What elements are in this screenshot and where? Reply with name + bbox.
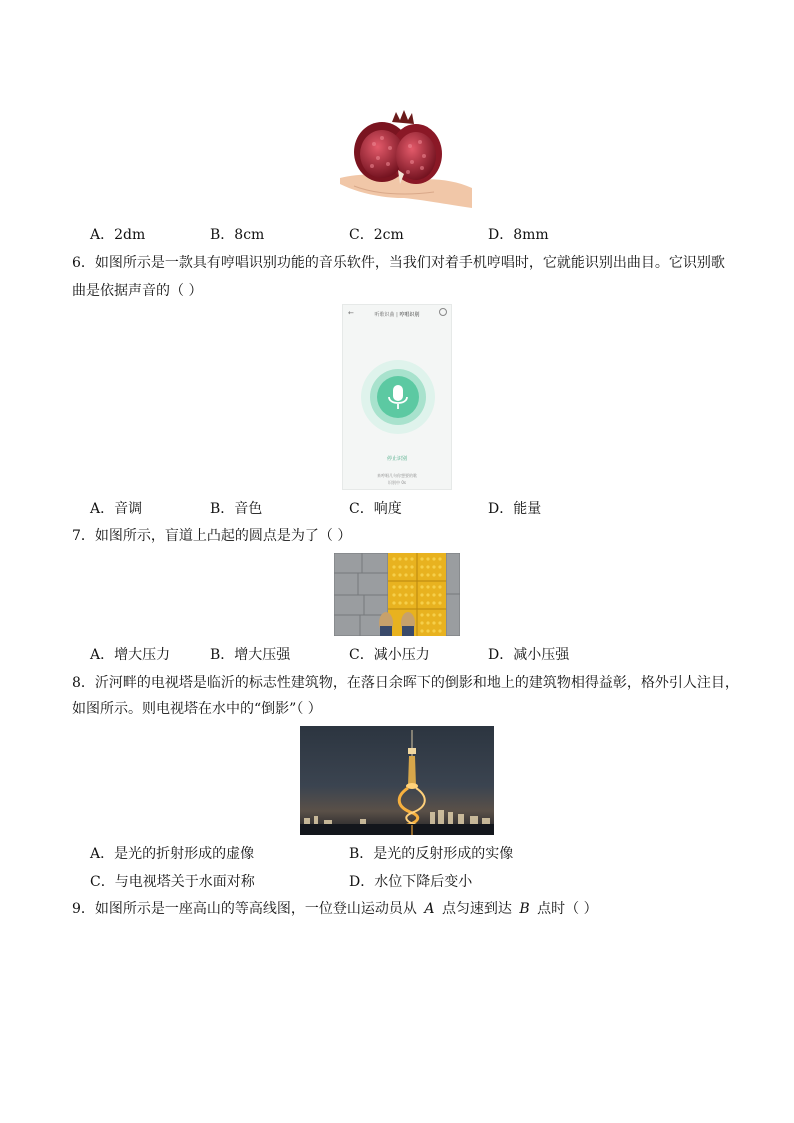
option-a: A．是光的折射形成的虚像 [90,846,255,862]
music-app-screenshot [342,304,452,490]
option-c: C．响度 [349,501,402,517]
back-arrow-icon: ← [348,309,354,317]
option-c: C．减小压力 [349,647,430,663]
option-d: D．水位下降后变小 [349,874,473,890]
hint-text: 来哼唱几句你想要的歌 [377,473,417,478]
tactile-paving-image [334,553,460,636]
tv-tower-image [300,726,494,835]
option-b: B．音色 [210,501,263,517]
question-8-text: 8．沂河畔的电视塔是临沂的标志性建筑物，在落日余晖下的倒影和地上的建筑物相得益彰，格外引人注目， [72,675,739,691]
option-a: A．增大压力 [90,647,171,663]
point-b-label: B [519,901,530,917]
option-a: A．2dm [90,227,146,243]
question-8-text-cont: 如图所示。则电视塔在水中的“倒影”（ ） [72,701,322,717]
option-b: B．8cm [210,227,265,243]
stop-recognition-link: 停止识别 [386,456,407,462]
question-9-text: 9．如图所示是一座高山的等高线图，一位登山运动员从 A 点匀速到达 B 点时（ ） [72,901,598,917]
option-d: D．8mm [488,227,549,243]
question-6-text: 6．如图所示是一款具有哼唱识别功能的音乐软件，当我们对着手机哼唱时，它就能识别出曲目。它识别歌 [72,255,725,271]
question-7-text: 7．如图所示，盲道上凸起的圆点是为了（ ） [72,528,352,544]
microphone-icon [360,359,436,435]
option-b: B．是光的反射形成的实像 [349,846,514,862]
option-c: C．与电视塔关于水面对称 [90,874,255,890]
option-d: D．能量 [488,501,542,517]
timer-text: 识别中 0s [388,480,406,485]
option-c: C．2cm [349,227,404,243]
point-a-label: A [424,901,435,917]
option-d: D．减小压强 [488,647,570,663]
pomegranate-image [334,108,474,218]
option-a: A．音调 [90,501,143,517]
option-b: B．增大压强 [210,647,291,663]
question-6-text-cont: 曲是依据声音的（ ） [72,283,203,299]
app-tabs: 听歌识曲 | 哼唱识别 [374,312,420,318]
help-icon [439,308,447,316]
